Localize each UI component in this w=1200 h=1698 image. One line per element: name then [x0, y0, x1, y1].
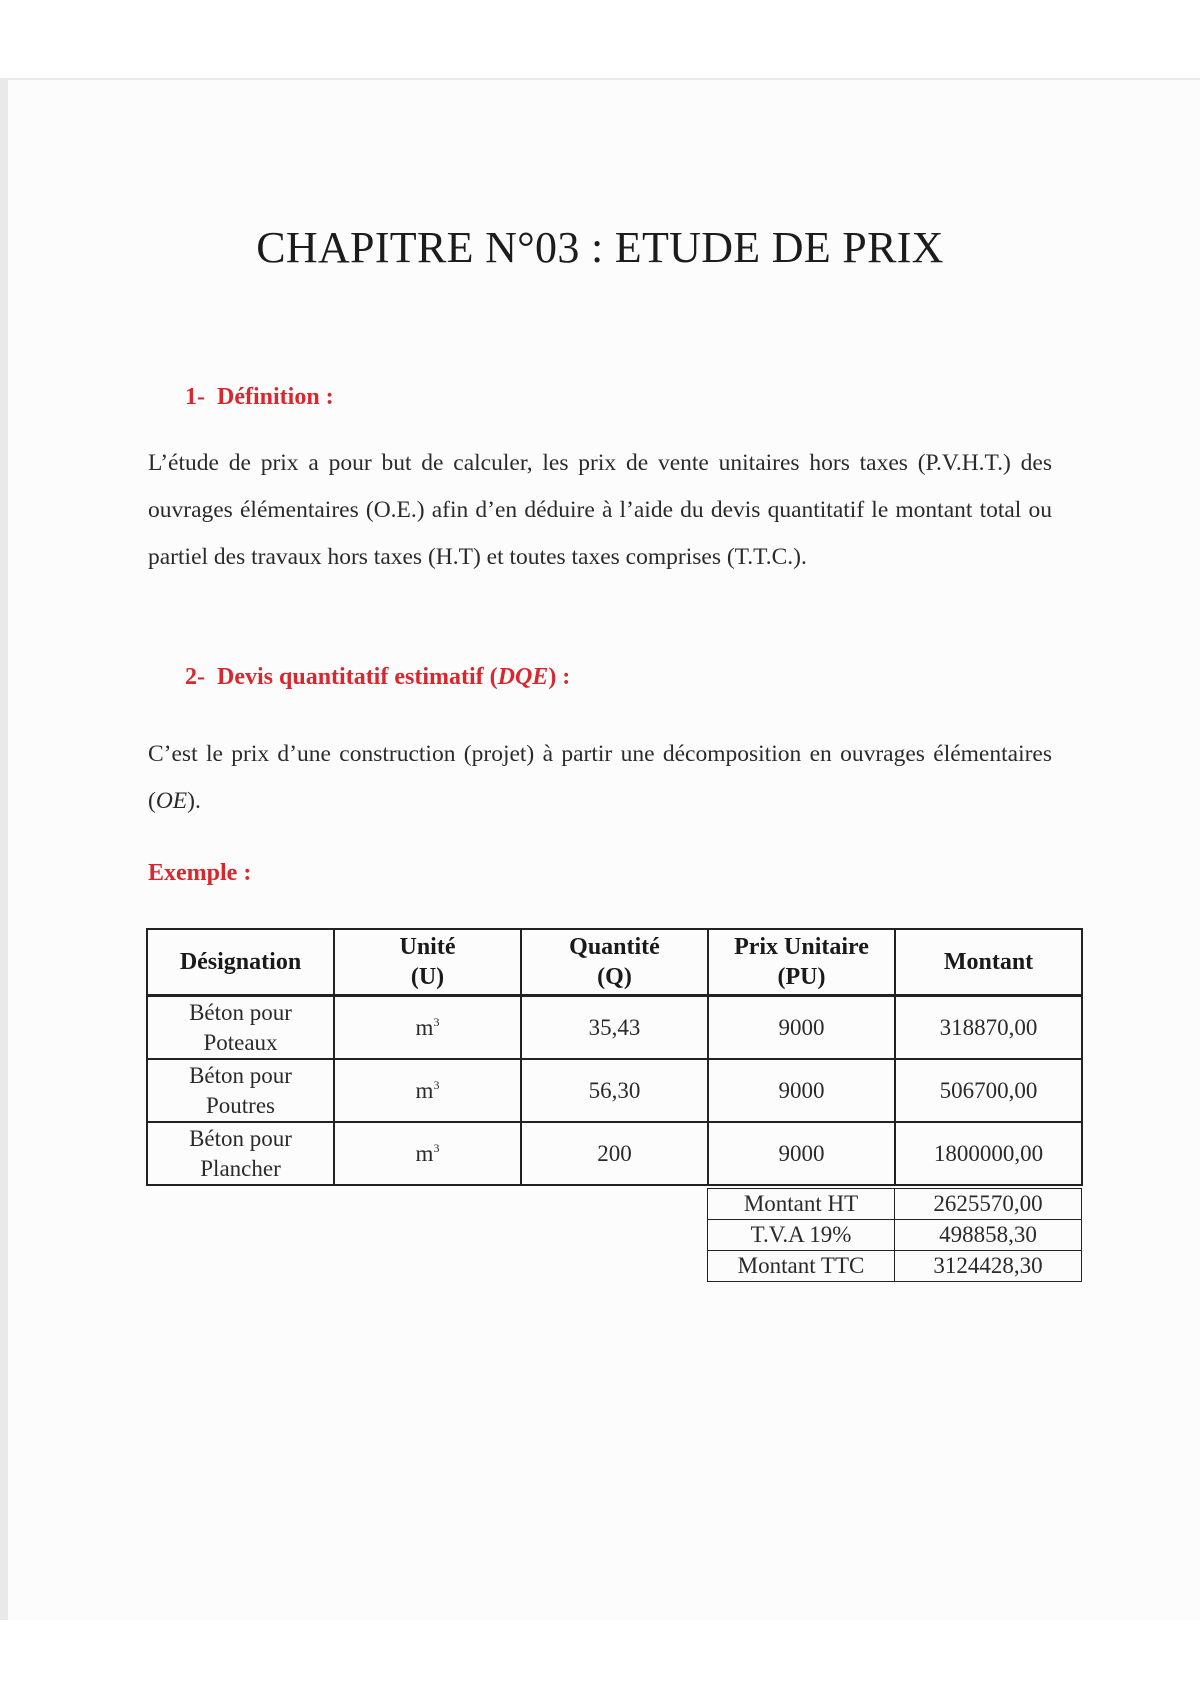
totals-row: [708, 1251, 1082, 1282]
section-title-prefix: Devis quantitatif estimatif (: [217, 664, 498, 690]
header-designation: Désignation: [147, 929, 334, 996]
total-value: 498858,30: [895, 1220, 1082, 1251]
table-row: [147, 1059, 1082, 1122]
cell-designation: Béton pour Plancher: [147, 1122, 334, 1185]
section-heading-definition: [185, 384, 334, 411]
bottom-margin: [0, 1620, 1200, 1698]
dqe-paragraph: [148, 731, 1052, 825]
definition-paragraph: L’étude de prix a pour but de calculer, les prix de vente unitaires hors taxes (P.V.H.T.) des ouvrages élémentaires (O.E.) afin d’en déduire à l’aide du devis quantitatif le montant total ou partiel des travaux hors taxes (H.T) et toutes taxes comprises (T.T.C.).: [148, 450, 1052, 570]
cell-quantity: 56,30: [521, 1059, 708, 1122]
cell-amount: 506700,00: [895, 1059, 1082, 1122]
cell-unit: $m^3$: [334, 1059, 521, 1122]
top-margin: [0, 0, 1200, 78]
header-quantite: Quantité (Q): [521, 929, 708, 996]
section-title-suffix: ) :: [548, 664, 571, 690]
price-table: [146, 928, 1083, 1186]
header-montant: Montant: [895, 929, 1082, 996]
section-number: 1-: [185, 384, 205, 410]
cell-unit-price: 9000: [708, 1059, 895, 1122]
page-title: CHAPITRE N°03 : ETUDE DE PRIX: [256, 223, 944, 272]
totals-table: [707, 1188, 1082, 1282]
section-title: Définition :: [217, 384, 334, 410]
cell-designation: Béton pour Poutres: [147, 1059, 334, 1122]
dqe-paragraph-abbr: OE: [155, 788, 188, 814]
total-label: Montant HT: [708, 1189, 895, 1220]
cell-unit-price: 9000: [708, 996, 895, 1060]
table-row: [147, 1122, 1082, 1185]
total-value: 3124428,30: [895, 1251, 1082, 1282]
cell-unit: $m^3$: [334, 1122, 521, 1185]
cell-quantity: 200: [521, 1122, 708, 1185]
section-title-abbr: DQE: [497, 664, 549, 690]
section-heading-dqe: [185, 664, 570, 691]
section-number: 2-: [185, 664, 205, 690]
cell-amount: 318870,00: [895, 996, 1082, 1060]
header-prix-unitaire: Prix Unitaire (PU): [708, 929, 895, 996]
example-label: Exemple :: [148, 860, 252, 886]
dqe-paragraph-end: ).: [187, 788, 201, 814]
total-value: 2625570,00: [895, 1189, 1082, 1220]
dqe-paragraph-text: C’est le prix d’une construction (projet) à partir une décomposition en ouvrages élémentaires (: [148, 741, 1052, 814]
table-row: [147, 996, 1082, 1060]
totals-row: [708, 1220, 1082, 1251]
document-page: [8, 80, 1200, 1620]
cell-amount: 1800000,00: [895, 1122, 1082, 1185]
table-header-row: [147, 929, 1082, 996]
cell-designation: Béton pour Poteaux: [147, 996, 334, 1060]
cell-quantity: 35,43: [521, 996, 708, 1060]
total-label: Montant TTC: [708, 1251, 895, 1282]
cell-unit: $m^3$: [334, 996, 521, 1060]
total-label: T.V.A 19%: [708, 1220, 895, 1251]
cell-unit-price: 9000: [708, 1122, 895, 1185]
header-unite: Unité (U): [334, 929, 521, 996]
totals-row: [708, 1189, 1082, 1220]
